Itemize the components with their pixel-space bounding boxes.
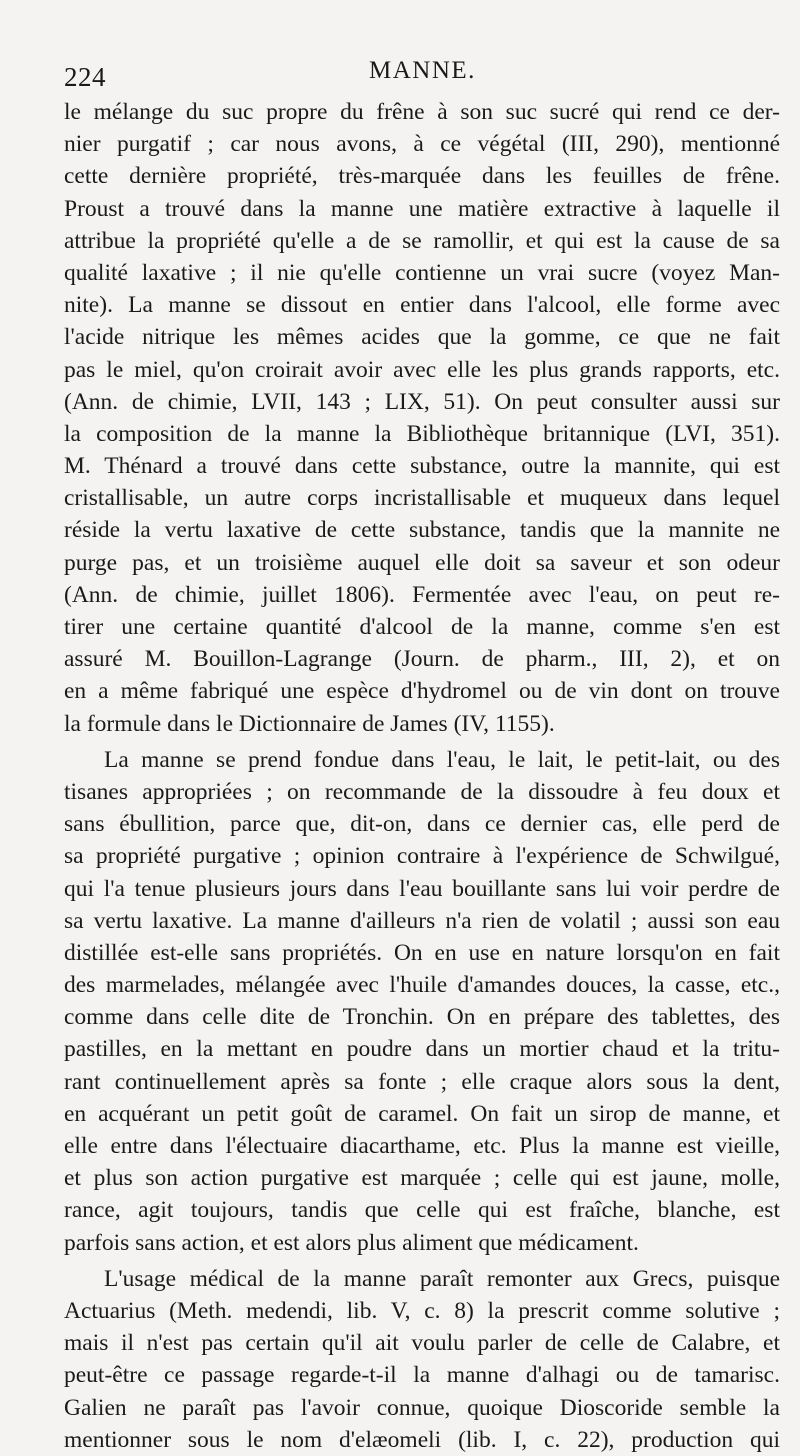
text-line: le mélange du suc propre du frêne à son suc sucré qui rend ce der- (64, 99, 780, 125)
text-line: peut-être ce passage regarde-t-il la manne d'alhagi ou de tamarisc. (64, 1362, 780, 1389)
text-line: elle entre dans l'électuaire diacarthame, etc. Plus la manne est vieille, (64, 1133, 780, 1159)
page-header (64, 52, 780, 92)
text-line: nier purgatif ; car nous avons, à ce végétal (III, 290), mentionné (64, 131, 780, 158)
text-line: la formule dans le Dictionnaire de James (IV, 1155). (64, 710, 555, 737)
text-line: Actuarius (Meth. medendi, lib. V, c. 8) la prescrit comme solutive ; (64, 1297, 780, 1324)
text-line: M. Thénard a trouvé dans cette substance, outre la mannite, qui est (64, 453, 780, 480)
text-line: assuré M. Bouillon-Lagrange (Journ. de pharm., III, 2), et on (64, 646, 780, 673)
text-line: qualité laxative ; il nie qu'elle contienne un vrai sucre (voyez Man- (64, 259, 780, 286)
text-line: mentionner sous le nom d'elæomeli (lib. I, c. 22), production qui (64, 1426, 780, 1453)
body-text (64, 96, 780, 1456)
page-number: 224 (64, 62, 106, 92)
text-line: rance, agit toujours, tandis que celle qui est fraîche, blanche, est (64, 1197, 780, 1224)
text-line: réside la vertu laxative de cette substance, tandis que la mannite ne (64, 517, 780, 544)
paragraph-3 (64, 1263, 780, 1456)
paragraph-1 (64, 96, 780, 740)
text-line: des marmelades, mélangée avec l'huile d'amandes douces, la casse, etc., (64, 972, 780, 999)
text-line: cette dernière propriété, très-marquée dans les feuilles de frêne. (64, 163, 780, 190)
text-line: (Ann. de chimie, LVII, 143 ; LIX, 51). On peut consulter aussi sur (64, 388, 780, 415)
text-line: pas le miel, qu'on croirait avoir avec elle les plus grands rapports, etc. (64, 356, 780, 383)
text-line: mais il n'est pas certain qu'il ait voulu parler de celle de Calabre, et (64, 1330, 780, 1357)
text-line: tisanes appropriées ; on recommande de la dissoudre à feu doux et (64, 778, 780, 805)
text-line: l'acide nitrique les mêmes acides que la gomme, ce que ne fait (64, 324, 780, 351)
text-line: Galien ne paraît pas l'avoir connue, quoique Dioscoride semble la (64, 1394, 780, 1421)
text-line: sa propriété purgative ; opinion contraire à l'expérience de Schwilgué, (64, 843, 780, 870)
text-line: attribue la propriété qu'elle a de se ramollir, et qui est la cause de sa (64, 227, 780, 254)
text-line: rant continuellement après sa fonte ; elle craque alors sous la dent, (64, 1068, 780, 1095)
text-line: en a même fabriqué une espèce d'hydromel ou de vin dont on trouve (64, 678, 780, 705)
text-line: sans ébullition, parce que, dit-on, dans ce dernier cas, elle perd de (64, 811, 780, 838)
text-line: purge pas, et un troisième auquel elle doit sa saveur et son odeur (64, 549, 780, 576)
text-line: comme dans celle dite de Tronchin. On en prépare des tablettes, des (64, 1004, 780, 1031)
text-line: L'usage médical de la manne paraît remonter aux Grecs, puisque (104, 1265, 780, 1292)
text-line: distillée est-elle sans propriétés. On en use en nature lorsqu'on en fait (64, 939, 780, 966)
paragraph-2 (64, 744, 780, 1259)
text-line: en acquérant un petit goût de caramel. On fait un sirop de manne, et (64, 1100, 780, 1127)
running-head: MANNE. (369, 57, 476, 84)
text-line: (Ann. de chimie, juillet 1806). Fermentée avec l'eau, on peut re- (64, 581, 780, 608)
text-line: parfois sans action, et est alors plus aliment que médicament. (64, 1229, 639, 1256)
text-line: La manne se prend fondue dans l'eau, le lait, le petit-lait, ou des (104, 746, 780, 773)
text-line: tirer une certaine quantité d'alcool de la manne, comme s'en est (64, 614, 780, 640)
text-line: pastilles, en la mettant en poudre dans un mortier chaud et la tritu- (64, 1036, 780, 1063)
text-line: sa vertu laxative. La manne d'ailleurs n'a rien de volatil ; aussi son eau (64, 907, 780, 934)
text-line: la composition de la manne la Bibliothèque britannique (LVI, 351). (64, 420, 780, 447)
text-line: cristallisable, un autre corps incristallisable et muqueux dans lequel (64, 485, 780, 512)
text-line: et plus son action purgative est marquée ; celle qui est jaune, molle, (64, 1165, 780, 1192)
text-line: qui l'a tenue plusieurs jours dans l'eau bouillante sans lui voir perdre de (64, 875, 780, 902)
text-line: Proust a trouvé dans la manne une matière extractive à laquelle il (64, 195, 780, 222)
text-line: nite). La manne se dissout en entier dans l'alcool, elle forme avec (64, 292, 780, 319)
